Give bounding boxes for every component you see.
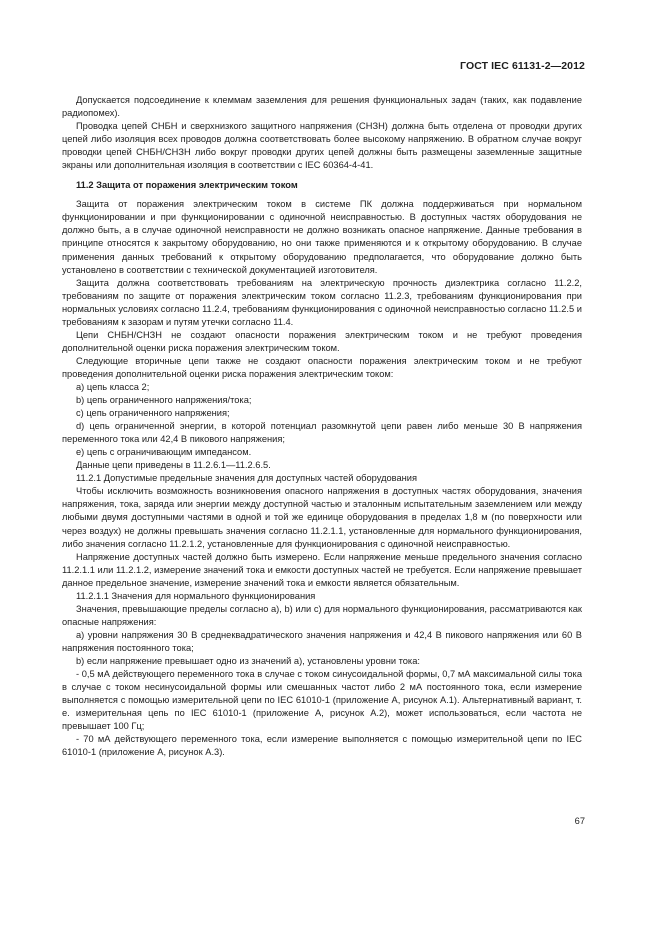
standard-designation: ГОСТ IEC 61131-2—2012 bbox=[460, 60, 585, 72]
list-item: b) если напряжение превышает одно из значений а), установлены уровни тока: bbox=[76, 655, 420, 666]
paragraph: Следующие вторичные цепи также не создают опасности поражения электрическим током и не требуют проведения дополнительной оценки риска поражения электрическим током: bbox=[62, 355, 582, 379]
list-item: d) цепь ограниченной энергии, в которой потенциал разомкнутой цепи равен либо меньше 30 В напряжения переменного тока или 42,4 В пикового напряжения; bbox=[62, 421, 582, 445]
list-item: e) цепь с ограничивающим импедансом. bbox=[76, 447, 252, 458]
subsection-heading: 11.2.1.1 Значения для нормального функционирования bbox=[76, 590, 316, 601]
paragraph: Чтобы исключить возможность возникновения опасного напряжения в доступных частях оборудования, значения напряжения, тока, заряда или энергии между доступной частью и эталонным испытательным заземлением или между любыми двумя доступными частями в одной и той же единице оборудования в пределах 1,8 м (по поверхности или через воздух) не должны превышать значения согласно 11.2.1.1, установленные для нормального функционирования, либо значения согласно 11.2.1.2, установленные для функционирования с одиночной неисправностью. bbox=[62, 486, 582, 549]
paragraph: Защита от поражения электрическим током в системе ПК должна поддерживаться при нормальном функционировании и при функционировании с одиночной неисправностью. В доступных частях оборудования не должно быть, а в случае одиночной неисправности не должно возникать опасное напряжение. Данные требования в принципе относятся к закрытому оборудованию, но они также применяются и к открытому оборудованию. В случае применения данных требований к открытому оборудованию предполагается, что оборудование должно быть установлено в соответствии с технической документацией изготовителя. bbox=[62, 199, 582, 275]
list-item: - 0,5 мА действующего переменного тока в случае с током синусоидальной формы, 0,7 мА максимальной силы тока в случае с током несинусоидальной формы или смешанных частот либо 2 мА постоянного тока, если измерение выполняется с помощью измерительной цепи по IEC 61010-1 (приложение А, рисунок А.1). Альтернативный вариант, т. е. измерительная цепь по IEC 61010-1 (приложение А, рисунок А.2), может использоваться, если частота не превышает 100 Гц; bbox=[62, 669, 582, 732]
list-item: а) уровни напряжения 30 В среднеквадратического значения напряжения и 42,4 В пикового напряжения или 60 В напряжения постоянного тока; bbox=[62, 629, 582, 653]
subsection-heading: 11.2.1 Допустимые предельные значения для доступных частей оборудования bbox=[76, 473, 418, 484]
paragraph: Цепи СНБН/СНЗН не создают опасности поражения электрическим током и не требуют проведения дополнительной оценки риска поражения электрическим током. bbox=[62, 329, 582, 353]
paragraph: Защита должна соответствовать требованиям на электрическую прочность диэлектрика согласно 11.2.2, требованиям по защите от поражения электрическим током согласно 11.2.3, требованиям функционирования при нормальных условиях согласно 11.2.4, требованиям функционирования с одиночной неисправностью согласно 11.2.5 и требованиям к зазорам и путям утечки согласно 11.4. bbox=[62, 277, 582, 327]
paragraph: Проводка цепей СНБН и сверхнизкого защитного напряжения (СНЗН) должна быть отделена от проводки других цепей либо изоляция всех проводов должна соответствовать более высокому напряжению. В обратном случае вокруг проводки цепей СНБН/СНЗН либо вокруг проводки других цепей должны быть размещены заземленные защитные экраны или дополнительная изоляция в соответствии с IEC 60364-4-41. bbox=[62, 121, 582, 171]
paragraph: Данные цепи приведены в 11.2.6.1—11.2.6.5. bbox=[76, 460, 271, 471]
paragraph: Напряжение доступных частей должно быть измерено. Если напряжение меньше предельного значения согласно 11.2.1.1 или 11.2.1.2, измерение значений тока и емкости доступных частей не требуется. Если напряжение превышает данное предельное значение, измерение значений тока и емкости является обязательным. bbox=[62, 551, 582, 588]
section-heading: 11.2 Защита от поражения электрическим током bbox=[76, 180, 298, 191]
list-item: c) цепь ограниченного напряжения; bbox=[76, 408, 230, 419]
list-item: b) цепь ограниченного напряжения/тока; bbox=[76, 395, 252, 406]
paragraph: Значения, превышающие пределы согласно а), b) или с) для нормального функционирования, рассматриваются как опасные напряжения: bbox=[62, 603, 582, 627]
list-item: - 70 мА действующего переменного тока, если измерение выполняется с помощью измерительной цепи по IEC 61010-1 (приложение А, рисунок А.3). bbox=[62, 734, 582, 758]
paragraph: Допускается подсоединение к клеммам заземления для решения функциональных задач (таких, как подавление радиопомех). bbox=[62, 95, 582, 119]
body-text bbox=[62, 94, 582, 759]
list-item: a) цепь класса 2; bbox=[76, 381, 150, 392]
page-number: 67 bbox=[574, 816, 585, 826]
